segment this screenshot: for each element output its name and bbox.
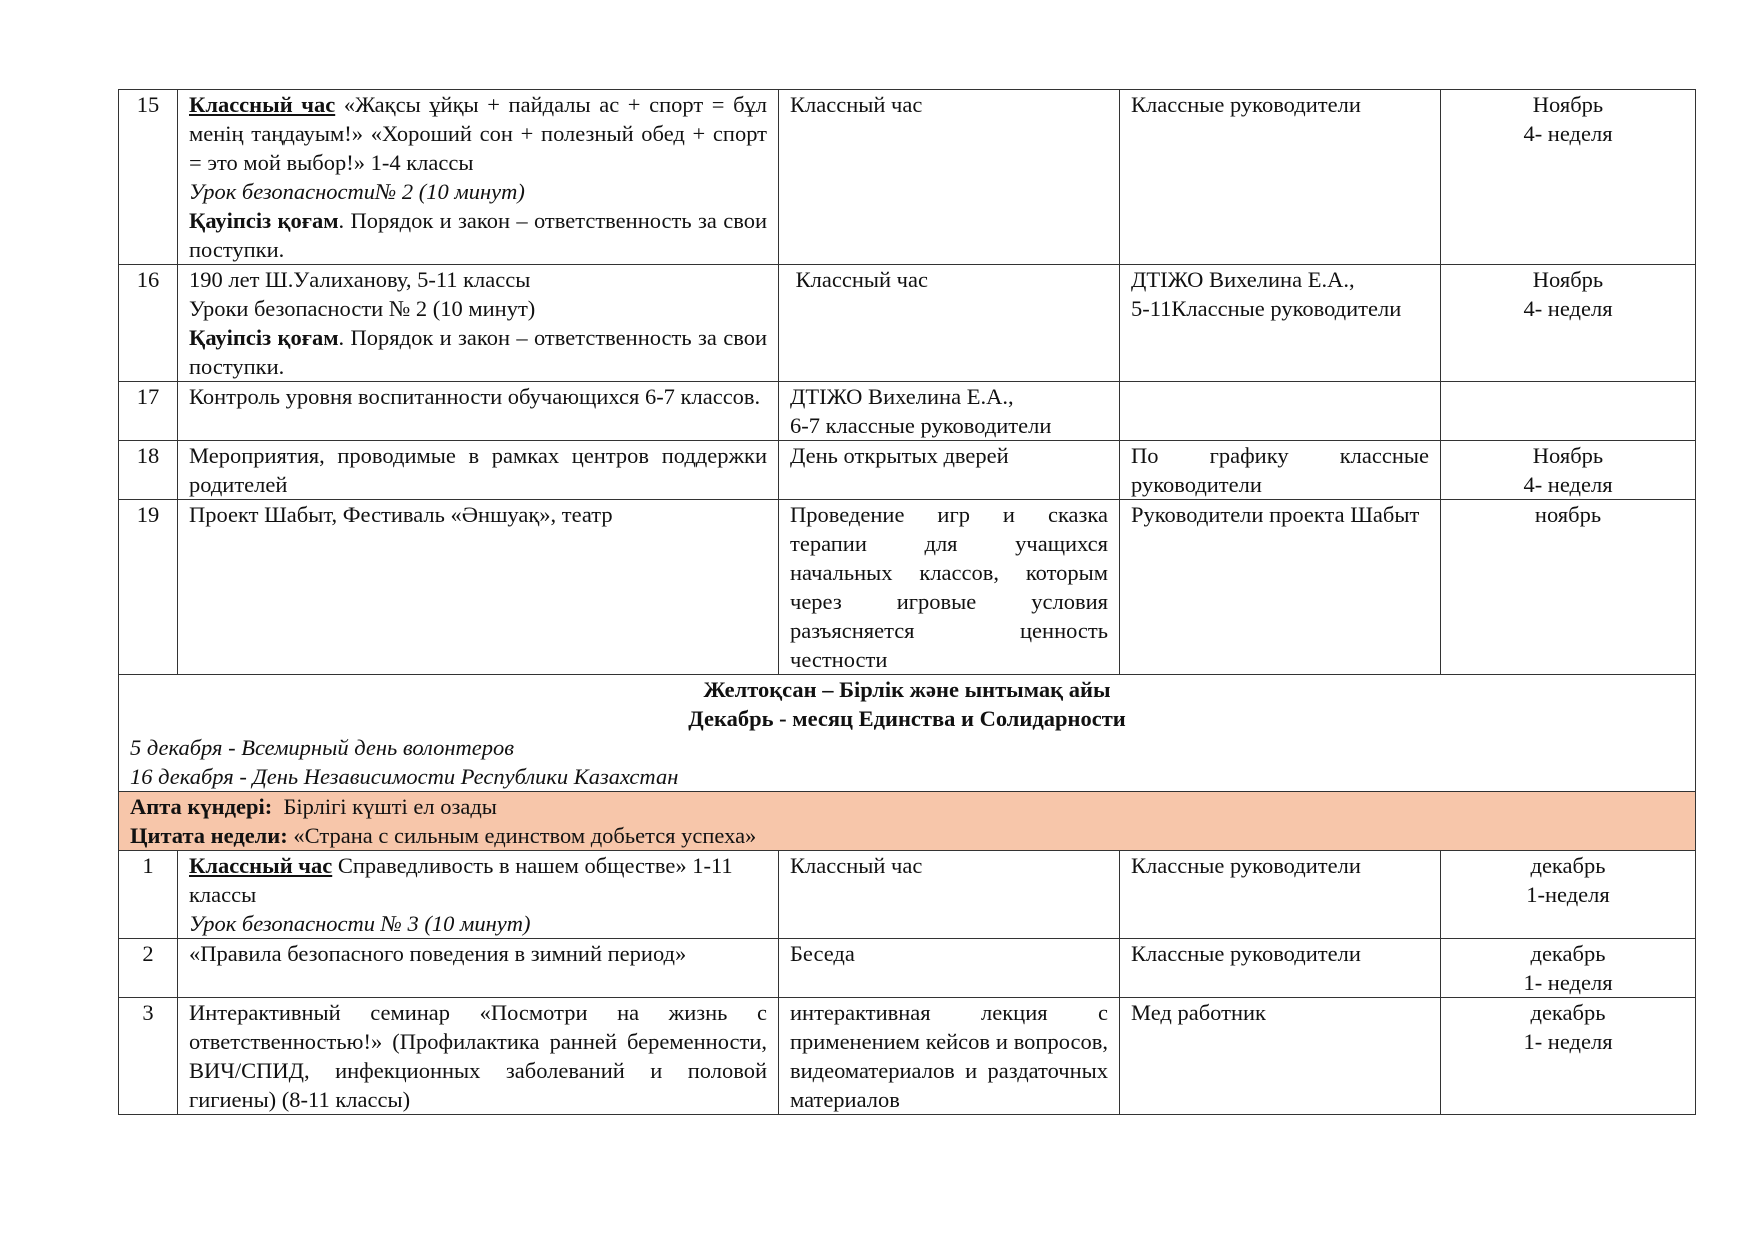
event-cell: Мероприятия, проводимые в рамках центров поддержки родителей (178, 441, 779, 500)
month-title-ru: Декабрь - месяц Единства и Солидарности (688, 706, 1126, 731)
week-text-2: «Страна с сильным единством добьется успеха» (287, 823, 757, 848)
event-bold-title: Қауіпсіз қоғам (189, 325, 339, 350)
date-month: декабрь (1530, 1000, 1606, 1025)
responsible-cell (1120, 265, 1441, 382)
date-week: 1- неделя (1523, 1029, 1613, 1054)
week-banner-cell (119, 792, 1696, 851)
date-cell (1441, 851, 1696, 939)
month-header-row (119, 675, 1696, 792)
responsible-cell (1120, 382, 1441, 441)
date-week: 1- неделя (1523, 970, 1613, 995)
row-number: 1 (119, 851, 178, 939)
event-bold-label: Классный час (189, 92, 336, 117)
week-banner-row (119, 792, 1696, 851)
table-row (119, 851, 1696, 939)
date-cell (1441, 998, 1696, 1115)
date-month: Ноябрь (1532, 443, 1604, 468)
date-cell (1441, 265, 1696, 382)
responsible-cell: Классные руководители (1120, 90, 1441, 265)
table-row (119, 265, 1696, 382)
month-title-kz: Желтоқсан – Бірлік және ынтымақ айы (703, 677, 1111, 702)
event-italic-note: Урок безопасности № 3 (10 минут) (189, 911, 531, 936)
table-row (119, 90, 1696, 265)
row-number: 19 (119, 500, 178, 675)
table-row (119, 441, 1696, 500)
date-week: 4- неделя (1523, 121, 1613, 146)
event-cell: Проект Шабыт, Фестиваль «Әншуақ», театр (178, 500, 779, 675)
responsible-line-1: ДТІЖО Вихелина Е.А., (1131, 267, 1355, 292)
date-month: Ноябрь (1532, 92, 1604, 117)
date-cell (1441, 382, 1696, 441)
date-cell: ноябрь (1441, 500, 1696, 675)
row-number: 18 (119, 441, 178, 500)
row-number: 3 (119, 998, 178, 1115)
month-header-cell (119, 675, 1696, 792)
event-line-1: 190 лет Ш.Уалиханову, 5-11 классы (189, 267, 531, 292)
form-cell (779, 382, 1120, 441)
responsible-cell: Классные руководители (1120, 939, 1441, 998)
form-cell: Классный час (779, 851, 1120, 939)
responsible-cell: Классные руководители (1120, 851, 1441, 939)
responsible-line-2: 5-11Классные руководители (1131, 296, 1402, 321)
row-number: 16 (119, 265, 178, 382)
date-cell (1441, 441, 1696, 500)
month-note-2: 16 декабря - День Независимости Республики Казахстан (130, 764, 679, 789)
row-number: 15 (119, 90, 178, 265)
event-line-2: Уроки безопасности № 2 (10 минут) (189, 296, 536, 321)
event-text: Справедливость в нашем обществе» 1-11 классы (189, 853, 733, 907)
form-cell: День открытых дверей (779, 441, 1120, 500)
form-cell: Классный час (779, 90, 1120, 265)
document-page (118, 89, 1695, 1115)
week-text-1: Бірлігі күшті ел озады (272, 794, 497, 819)
event-text: «Жақсы ұйқы + пайдалы ас + спорт = бұл менің таңдауым!» «Хороший сон + полезный обед + спорт = это мой выбор!» 1-4 классы (189, 92, 767, 175)
event-bold-label: Классный час (189, 853, 333, 878)
week-label-2: Цитата недели: (130, 823, 288, 848)
form-cell: интерактивная лекция с применением кейсов и вопросов, видеоматериалов и раздаточных материалов (779, 998, 1120, 1115)
plan-table (118, 89, 1696, 1115)
date-week: 1-неделя (1526, 882, 1610, 907)
event-cell: «Правила безопасного поведения в зимний период» (178, 939, 779, 998)
table-row (119, 939, 1696, 998)
event-bold-title: Қауіпсіз қоғам (189, 208, 339, 233)
event-cell (178, 90, 779, 265)
week-label-1: Апта күндері: (130, 794, 273, 819)
form-cell: Классный час (779, 265, 1120, 382)
row-number: 17 (119, 382, 178, 441)
event-cell: Контроль уровня воспитанности обучающихся 6-7 классов. (178, 382, 779, 441)
event-cell: Интерактивный семинар «Посмотри на жизнь с ответственностью!» (Профилактика ранней беременности, ВИЧ/СПИД, инфекционных заболеваний и половой гигиены) (8-11 классы) (178, 998, 779, 1115)
responsible-cell: По графику классные руководители (1120, 441, 1441, 500)
form-cell: Проведение игр и сказка терапии для учащихся начальных классов, которым через игровые условия разъясняется ценность честности (779, 500, 1120, 675)
date-month: декабрь (1530, 941, 1606, 966)
month-note-1: 5 декабря - Всемирный день волонтеров (130, 735, 515, 760)
responsible-cell: Руководители проекта Шабыт (1120, 500, 1441, 675)
date-cell (1441, 939, 1696, 998)
date-cell (1441, 90, 1696, 265)
event-italic-note: Урок безопасности№ 2 (10 минут) (189, 179, 525, 204)
date-week: 4- неделя (1523, 296, 1613, 321)
row-number: 2 (119, 939, 178, 998)
form-cell: Беседа (779, 939, 1120, 998)
table-row (119, 998, 1696, 1115)
form-line-2: 6-7 классные руководители (790, 413, 1052, 438)
date-month: декабрь (1530, 853, 1606, 878)
event-cell (178, 851, 779, 939)
date-month: Ноябрь (1532, 267, 1604, 292)
event-text-2: . Порядок и закон – ответственность за свои поступки. (189, 208, 767, 262)
responsible-cell: Мед работник (1120, 998, 1441, 1115)
form-line-1: ДТІЖО Вихелина Е.А., (790, 384, 1014, 409)
table-row (119, 382, 1696, 441)
date-week: 4- неделя (1523, 472, 1613, 497)
event-text-2: . Порядок и закон – ответственность за свои поступки. (189, 325, 767, 379)
event-cell (178, 265, 779, 382)
table-row (119, 500, 1696, 675)
